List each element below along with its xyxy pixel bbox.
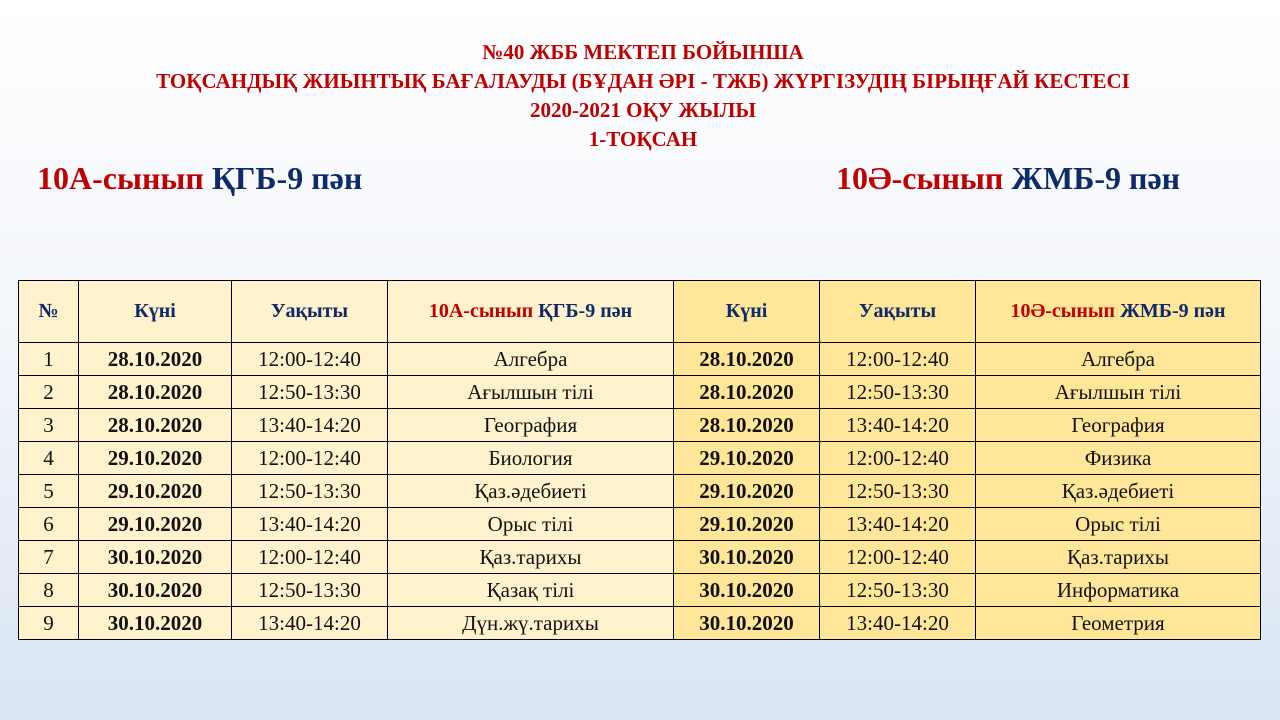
date-b-cell: 30.10.2020 (674, 574, 820, 607)
subject-a-cell: Орыс тілі (388, 508, 674, 541)
class-a-name: 10А-сынып (37, 160, 204, 196)
time-a-cell: 12:00-12:40 (232, 343, 388, 376)
date-a-cell: 29.10.2020 (79, 442, 232, 475)
subject-a-cell: География (388, 409, 674, 442)
header-subject-a (388, 281, 674, 343)
class-b-subjects: ЖМБ-9 пән (1011, 160, 1181, 196)
table-row (19, 607, 1261, 640)
time-a-cell: 12:00-12:40 (232, 541, 388, 574)
date-a-cell: 30.10.2020 (79, 574, 232, 607)
table-row (19, 508, 1261, 541)
subject-b-cell: Информатика (976, 574, 1261, 607)
subject-b-cell: Ағылшын тілі (976, 376, 1261, 409)
time-b-cell: 12:00-12:40 (820, 541, 976, 574)
time-a-cell: 13:40-14:20 (232, 409, 388, 442)
header-class-a-subjects: ҚГБ-9 пән (538, 300, 633, 322)
subject-b-cell: Қаз.әдебиеті (976, 475, 1261, 508)
time-b-cell: 12:50-13:30 (820, 574, 976, 607)
time-a-cell: 12:00-12:40 (232, 442, 388, 475)
row-number: 2 (19, 376, 79, 409)
title-line-year: 2020-2021 ОҚУ ЖЫЛЫ (529, 98, 757, 122)
header-class-b-name: 10Ә-сынып (1010, 300, 1116, 322)
time-b-cell: 12:50-13:30 (820, 376, 976, 409)
time-a-cell: 12:50-13:30 (232, 376, 388, 409)
date-b-cell: 30.10.2020 (674, 541, 820, 574)
subject-b-cell: Геометрия (976, 607, 1261, 640)
table-row (19, 343, 1261, 376)
subject-a-cell: Қаз.әдебиеті (388, 475, 674, 508)
subject-a-cell: Алгебра (388, 343, 674, 376)
date-a-cell: 30.10.2020 (79, 541, 232, 574)
title-line-school: №40 ЖББ МЕКТЕП БОЙЫНША (482, 40, 804, 64)
subject-b-cell: Орыс тілі (976, 508, 1261, 541)
subject-a-cell: Ағылшын тілі (388, 376, 674, 409)
document-title (0, 38, 1280, 154)
time-b-cell: 13:40-14:20 (820, 607, 976, 640)
time-a-cell: 13:40-14:20 (232, 508, 388, 541)
class-b-name: 10Ә-сынып (836, 160, 1004, 196)
header-class-b-subjects: ЖМБ-9 пән (1120, 300, 1226, 322)
row-number: 5 (19, 475, 79, 508)
subject-a-cell: Дүн.жү.тарихы (388, 607, 674, 640)
time-a-cell: 13:40-14:20 (232, 607, 388, 640)
class-b-heading (836, 158, 1180, 198)
row-number: 7 (19, 541, 79, 574)
time-a-cell: 12:50-13:30 (232, 475, 388, 508)
subject-b-cell: Алгебра (976, 343, 1261, 376)
exam-schedule-table (18, 280, 1261, 640)
date-b-cell: 29.10.2020 (674, 442, 820, 475)
date-b-cell: 29.10.2020 (674, 508, 820, 541)
date-b-cell: 28.10.2020 (674, 343, 820, 376)
date-a-cell: 28.10.2020 (79, 343, 232, 376)
table-row (19, 409, 1261, 442)
class-a-heading (37, 158, 362, 198)
table-row (19, 376, 1261, 409)
row-number: 8 (19, 574, 79, 607)
date-b-cell: 30.10.2020 (674, 607, 820, 640)
time-b-cell: 12:00-12:40 (820, 343, 976, 376)
table-row (19, 442, 1261, 475)
header-class-a-name: 10А-сынып (428, 300, 534, 322)
date-a-cell: 28.10.2020 (79, 376, 232, 409)
date-a-cell: 30.10.2020 (79, 607, 232, 640)
header-time-a: Уақыты (232, 281, 388, 343)
table-header-row (19, 281, 1261, 343)
header-time-b: Уақыты (820, 281, 976, 343)
time-a-cell: 12:50-13:30 (232, 574, 388, 607)
row-number: 6 (19, 508, 79, 541)
row-number: 9 (19, 607, 79, 640)
header-number: № (19, 281, 79, 343)
title-line-quarter: 1-ТОҚСАН (588, 127, 698, 151)
row-number: 3 (19, 409, 79, 442)
subject-b-cell: География (976, 409, 1261, 442)
time-b-cell: 12:50-13:30 (820, 475, 976, 508)
time-b-cell: 12:00-12:40 (820, 442, 976, 475)
date-b-cell: 28.10.2020 (674, 376, 820, 409)
header-day-b: Күні (674, 281, 820, 343)
title-line-schedule: ТОҚСАНДЫҚ ЖИЫНТЫҚ БАҒАЛАУДЫ (БҰДАН ӘРІ - ТЖБ) ЖҮРГІЗУДІҢ БІРЫҢҒАЙ КЕСТЕСІ (156, 69, 1130, 93)
row-number: 4 (19, 442, 79, 475)
subject-a-cell: Қазақ тілі (388, 574, 674, 607)
subject-a-cell: Биология (388, 442, 674, 475)
subject-a-cell: Қаз.тарихы (388, 541, 674, 574)
time-b-cell: 13:40-14:20 (820, 508, 976, 541)
table-row (19, 475, 1261, 508)
date-a-cell: 29.10.2020 (79, 475, 232, 508)
class-a-subjects: ҚГБ-9 пән (211, 160, 363, 196)
date-a-cell: 29.10.2020 (79, 508, 232, 541)
subject-b-cell: Қаз.тарихы (976, 541, 1261, 574)
table-row (19, 541, 1261, 574)
date-a-cell: 28.10.2020 (79, 409, 232, 442)
time-b-cell: 13:40-14:20 (820, 409, 976, 442)
header-day-a: Күні (79, 281, 232, 343)
table-row (19, 574, 1261, 607)
date-b-cell: 29.10.2020 (674, 475, 820, 508)
header-subject-b (976, 281, 1261, 343)
row-number: 1 (19, 343, 79, 376)
date-b-cell: 28.10.2020 (674, 409, 820, 442)
subject-b-cell: Физика (976, 442, 1261, 475)
